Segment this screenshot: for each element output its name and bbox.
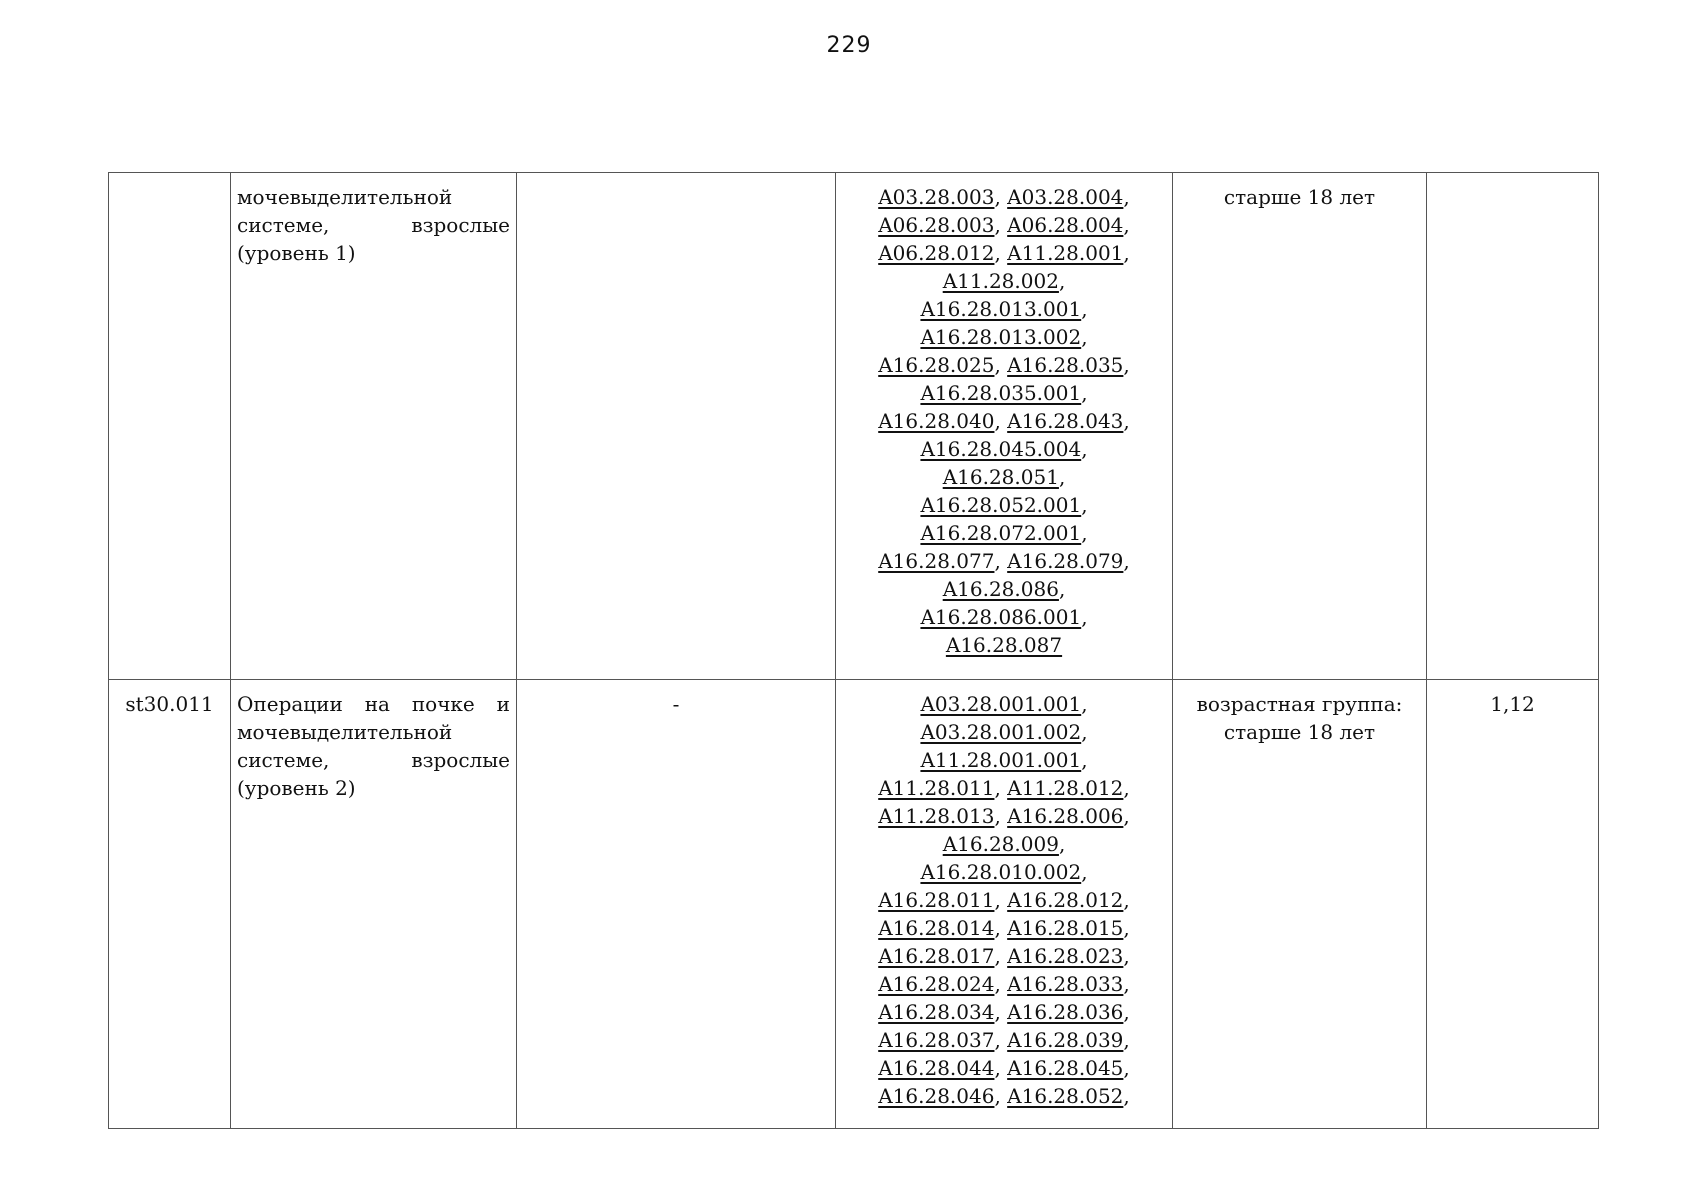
operation-code-link[interactable]: A16.28.086 [942,577,1059,601]
operation-code-link[interactable]: A16.28.045 [1007,1056,1124,1080]
operation-code-link[interactable]: A06.28.003 [878,213,995,237]
operation-code-link[interactable]: A06.28.012 [878,241,995,265]
operation-code-link[interactable]: A16.28.051 [942,465,1059,489]
operation-code-link[interactable]: A16.28.034 [878,1000,995,1024]
operation-code-link[interactable]: A11.28.012 [1007,776,1124,800]
operation-codes-line: A03.28.003, A03.28.004, [878,185,1130,209]
operation-code-link[interactable]: A16.28.017 [878,944,995,968]
age-group-cell: старше 18 лет [1173,173,1427,680]
operation-codes-line: A16.28.044, A16.28.045, [878,1056,1130,1080]
age-group-cell: возрастная группа: старше 18 лет [1173,680,1427,1129]
operation-codes-line: A16.28.014, A16.28.015, [878,916,1130,940]
operation-codes-line: A16.28.009, [942,832,1066,856]
operation-code-link[interactable]: A11.28.011 [878,776,995,800]
operation-code-link[interactable]: A16.28.011 [878,888,995,912]
operation-codes-line: A03.28.001.001, [920,692,1088,716]
operation-codes-line: A16.28.034, A16.28.036, [878,1000,1130,1024]
operation-codes-line: A16.28.086.001, [920,605,1088,629]
operation-codes-line: A06.28.012, A11.28.001, [878,241,1130,265]
operation-codes-line: A16.28.025, A16.28.035, [878,353,1130,377]
operation-codes-line: A11.28.011, A11.28.012, [878,776,1130,800]
operation-codes-line: A11.28.013, A16.28.006, [878,804,1130,828]
operation-code-link[interactable]: A16.28.077 [878,549,995,573]
operation-codes-cell [836,173,1173,680]
coefficient-cell [1427,173,1599,680]
ksg-code-cell: st30.011 [109,680,231,1129]
operation-code-link[interactable]: A06.28.004 [1007,213,1124,237]
operation-code-link[interactable]: A16.28.046 [878,1084,995,1108]
operation-code-link[interactable]: A16.28.024 [878,972,995,996]
operation-code-link[interactable]: A16.28.012 [1007,888,1124,912]
operation-code-link[interactable]: A11.28.001 [1007,241,1124,265]
operation-codes-line [842,631,1166,659]
operation-codes-line: A16.28.077, A16.28.079, [878,549,1130,573]
ksg-code-cell [109,173,231,680]
operation-code-link[interactable]: A16.28.086.001 [920,605,1082,629]
operation-codes-line: A06.28.003, A06.28.004, [878,213,1130,237]
page-number: 229 [826,33,872,58]
ksg-name-cell: мочевыделительной системе, взрослые (уровень 1) [231,173,517,680]
operation-codes-line: A16.28.011, A16.28.012, [878,888,1130,912]
operation-codes-cell [836,680,1173,1129]
operation-code-link[interactable]: A16.28.045.004 [920,437,1082,461]
operation-code-link[interactable]: A16.28.035 [1007,353,1124,377]
operation-codes-line: A16.28.045.004, [920,437,1088,461]
operation-code-link[interactable]: A11.28.013 [878,804,995,828]
tariff-table [108,172,1599,1129]
operation-code-link[interactable]: A11.28.002 [942,269,1059,293]
operation-code-link[interactable]: A16.28.040 [878,409,995,433]
operation-codes-line: A03.28.001.002, [920,720,1088,744]
operation-codes-line: A16.28.072.001, [920,521,1088,545]
operation-code-link[interactable]: A03.28.004 [1007,185,1124,209]
operation-codes-line: A16.28.086, [942,577,1066,601]
operation-code-link[interactable]: A16.28.087 [945,633,1063,657]
operation-code-link[interactable]: A16.28.014 [878,916,995,940]
operation-code-link[interactable]: A03.28.001.001 [920,692,1082,716]
operation-code-link[interactable]: A16.28.052 [1007,1084,1124,1108]
operation-code-link[interactable]: A03.28.003 [878,185,995,209]
operation-code-link[interactable]: A03.28.001.002 [920,720,1082,744]
operation-codes-line: A16.28.017, A16.28.023, [878,944,1130,968]
operation-code-link[interactable]: A16.28.052.001 [920,493,1082,517]
operation-code-link[interactable]: A16.28.013.001 [920,297,1082,321]
operation-codes-line: A16.28.046, A16.28.052, [878,1084,1130,1108]
operation-codes-line: A16.28.013.001, [920,297,1088,321]
operation-codes-line: A16.28.037, A16.28.039, [878,1028,1130,1052]
operation-code-link[interactable]: A16.28.010.002 [920,860,1082,884]
operation-code-link[interactable]: A16.28.044 [878,1056,995,1080]
operation-codes-line: A16.28.035.001, [920,381,1088,405]
operation-code-link[interactable]: A16.28.072.001 [920,521,1082,545]
ksg-name-cell: Операции на почке и мочевыделительной системе, взрослые (уровень 2) [231,680,517,1129]
operation-codes-line: A11.28.001.001, [920,748,1088,772]
operation-code-link[interactable]: A16.28.009 [942,832,1059,856]
operation-code-link[interactable]: A11.28.001.001 [920,748,1082,772]
operation-code-link[interactable]: A16.28.079 [1007,549,1124,573]
operation-codes-line: A16.28.051, [942,465,1066,489]
operation-code-link[interactable]: A16.28.035.001 [920,381,1082,405]
operation-codes-line: A16.28.040, A16.28.043, [878,409,1130,433]
operation-code-link[interactable]: A16.28.006 [1007,804,1124,828]
operation-codes-line: A16.28.024, A16.28.033, [878,972,1130,996]
operation-code-link[interactable]: A16.28.039 [1007,1028,1124,1052]
diagnosis-cell: - [517,680,836,1129]
operation-code-link[interactable]: A16.28.025 [878,353,995,377]
operation-codes-line: A16.28.052.001, [920,493,1088,517]
operation-code-link[interactable]: A16.28.023 [1007,944,1124,968]
operation-code-link[interactable]: A16.28.043 [1007,409,1124,433]
diagnosis-cell [517,173,836,680]
operation-code-link[interactable]: A16.28.015 [1007,916,1124,940]
operation-code-link[interactable]: A16.28.037 [878,1028,995,1052]
operation-code-link[interactable]: A16.28.013.002 [920,325,1082,349]
operation-codes-line: A16.28.010.002, [920,860,1088,884]
operation-code-link[interactable]: A16.28.036 [1007,1000,1124,1024]
coefficient-cell: 1,12 [1427,680,1599,1129]
operation-codes-line: A16.28.013.002, [920,325,1088,349]
table-row [109,173,1599,680]
operation-codes-line: A11.28.002, [942,269,1066,293]
operation-code-link[interactable]: A16.28.033 [1007,972,1124,996]
table-row [109,680,1599,1129]
